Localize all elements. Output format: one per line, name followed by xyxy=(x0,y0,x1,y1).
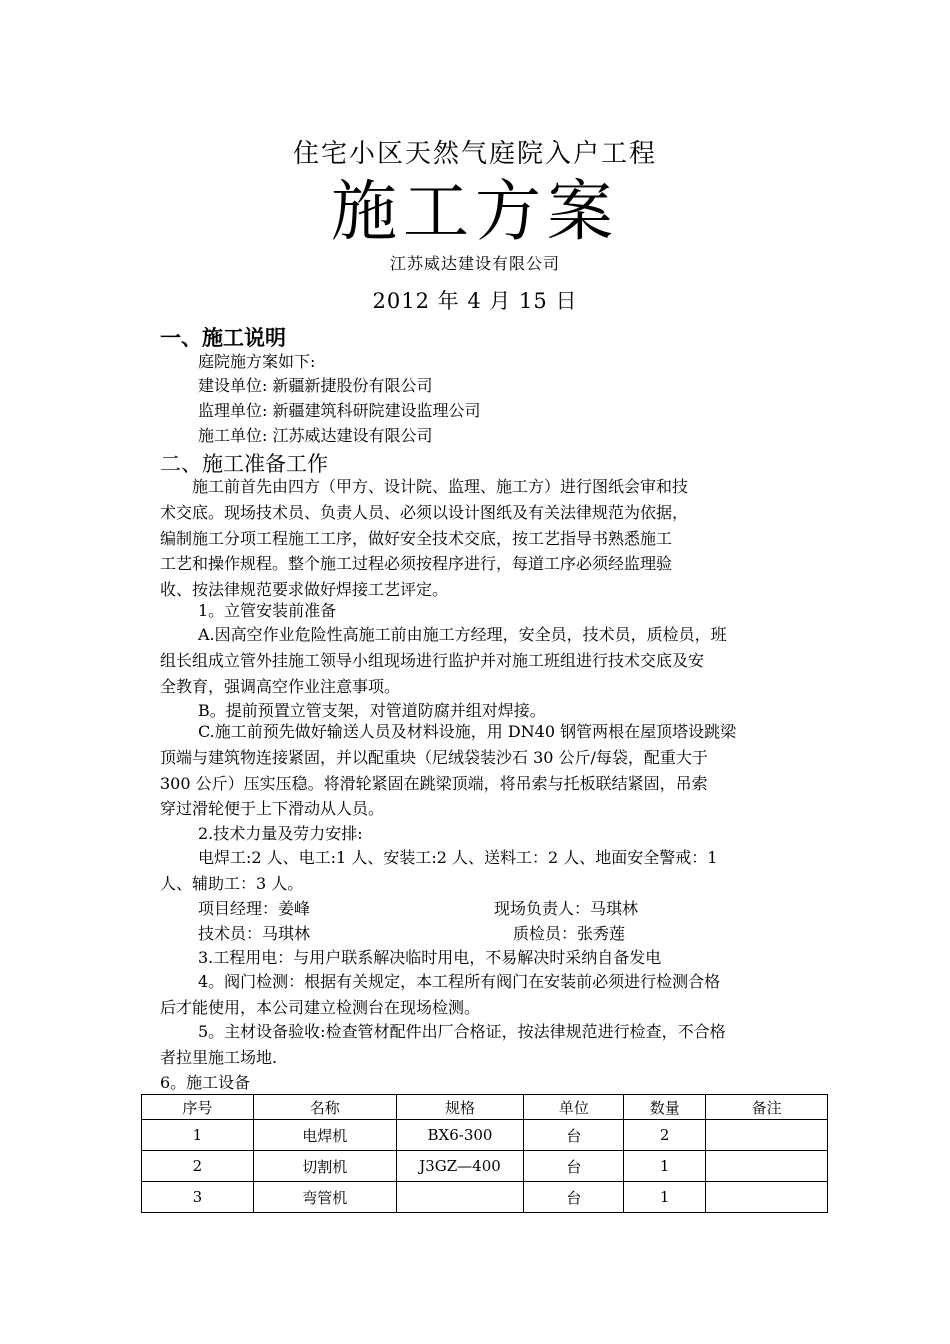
header-cell-spec: 规格 xyxy=(396,1095,524,1120)
item3-electricity: 3.工程用电：与用户联系解决临时用电，不易解决时采纳自备发电 xyxy=(198,948,662,967)
text-line: A.因高空作业危险性高施工前由施工方经理，安全员，技术员，质检员，班 xyxy=(198,625,727,644)
table-row xyxy=(142,1120,828,1151)
item6-title: 6。施工设备 xyxy=(160,1073,251,1092)
text-line: 电焊工:2 人、电工:1 人、安装工:2 人、送料工：2 人、地面安全警戒：1 xyxy=(198,848,718,867)
staff-quality-inspector: 质检员：张秀莲 xyxy=(513,924,626,943)
table-row xyxy=(142,1151,828,1182)
text-line: 施工前首先由四方（甲方、设计院、监理、施工方）进行图纸会审和技 xyxy=(160,477,689,496)
section2-heading: 二、施工准备工作 xyxy=(160,452,328,476)
section1-heading: 一、施工说明 xyxy=(160,326,286,350)
table-cell: 1 xyxy=(624,1151,706,1182)
header-cell-index: 序号 xyxy=(142,1095,254,1120)
text-line: 收、按法律规范要求做好焊接工艺评定。 xyxy=(160,580,449,600)
text-line: 穿过滑轮便于上下滑动从人员。 xyxy=(160,799,385,819)
equipment-table xyxy=(141,1094,828,1213)
table-cell xyxy=(396,1182,524,1213)
table-cell: 1 xyxy=(142,1120,254,1151)
table-row xyxy=(142,1182,828,1213)
table-cell: 台 xyxy=(524,1151,624,1182)
section1-line-contractor: 施工单位: 江苏威达建设有限公司 xyxy=(198,426,433,445)
document-date: 2012 年 4 月 15 日 xyxy=(372,289,578,313)
text-line: 者拉里施工场地. xyxy=(160,1047,278,1067)
header-cell-name: 名称 xyxy=(253,1095,396,1120)
table-header-row xyxy=(142,1095,828,1120)
table-cell: J3GZ—400 xyxy=(396,1151,524,1182)
text-line: 4。阀门检测：根据有关规定，本工程所有阀门在安装前必须进行检测合格 xyxy=(198,972,721,991)
section1-line-supervisor: 监理单位: 新疆建筑科研院建设监理公司 xyxy=(198,401,481,420)
table-cell xyxy=(706,1120,828,1151)
table-cell: 1 xyxy=(624,1182,706,1213)
item1-c-paragraph xyxy=(160,719,825,822)
staff-site-lead: 现场负责人：马琪林 xyxy=(494,899,639,918)
table-cell: 电焊机 xyxy=(253,1120,396,1151)
item1-a-paragraph xyxy=(160,622,825,699)
text-line: 300 公斤）压实压稳。将滑轮紧固在跳梁顶端，将吊索与托板联结紧固，吊索 xyxy=(160,773,708,793)
text-line: 后才能使用，本公司建立检测台在现场检测。 xyxy=(160,997,481,1017)
staff-technician: 技术员：马琪林 xyxy=(198,924,311,943)
header-cell-remarks: 备注 xyxy=(706,1095,828,1120)
text-line: 术交底。现场技术员、负责人员、必须以设计图纸及有关法律规范为依据， xyxy=(160,502,689,522)
item5-paragraph xyxy=(160,1019,825,1071)
text-line: C.施工前预先做好输送人员及材料设施，用 DN40 钢管两根在屋顶塔设跳梁 xyxy=(198,722,737,741)
table-cell xyxy=(706,1151,828,1182)
text-line: 编制施工分项工程施工工序，做好安全技术交底，按工艺指导书熟悉施工 xyxy=(160,528,673,548)
table-cell: 切割机 xyxy=(253,1151,396,1182)
text-line: 5。主材设备验收:检查管材配件出厂合格证，按法律规范进行检查，不合格 xyxy=(198,1022,726,1041)
item2-workers-paragraph xyxy=(160,845,825,897)
section1-line-owner: 建设单位: 新疆新捷股份有限公司 xyxy=(198,376,433,395)
table-cell: 2 xyxy=(624,1120,706,1151)
section2-intro-paragraph xyxy=(160,474,825,603)
item2-title: 2.技术力量及劳力安排: xyxy=(198,824,363,843)
staff-project-manager: 项目经理：姜峰 xyxy=(198,899,311,918)
text-line: 组长组成立管外挂施工领导小组现场进行监护并对施工班组进行技术交底及安 xyxy=(160,650,705,670)
table-cell: 台 xyxy=(524,1182,624,1213)
header-cell-quantity: 数量 xyxy=(624,1095,706,1120)
header-cell-unit: 单位 xyxy=(524,1095,624,1120)
document-main-title: 施工方案 xyxy=(331,173,619,250)
section1-line-intro: 庭院施方案如下: xyxy=(198,352,316,371)
table-cell: BX6-300 xyxy=(396,1120,524,1151)
item4-paragraph xyxy=(160,969,825,1021)
project-title: 住宅小区天然气庭院入户工程 xyxy=(292,139,657,169)
table-cell: 台 xyxy=(524,1120,624,1151)
text-line: 全教育，强调高空作业注意事项。 xyxy=(160,676,401,696)
table-cell xyxy=(706,1182,828,1213)
table-cell: 3 xyxy=(142,1182,254,1213)
table-cell: 2 xyxy=(142,1151,254,1182)
text-line: 人、辅助工：3 人。 xyxy=(160,873,304,893)
text-line: 顶端与建筑物连接紧固，并以配重块（尼绒袋装沙石 30 公斤/每袋，配重大于 xyxy=(160,747,708,767)
table-cell: 弯管机 xyxy=(253,1182,396,1213)
item1-title: 1。立管安装前准备 xyxy=(198,601,337,620)
company-name: 江苏威达建设有限公司 xyxy=(389,254,560,273)
text-line: 工艺和操作规程。整个施工过程必须按程序进行，每道工序必须经监理验 xyxy=(160,554,673,574)
item1-b: B。提前预置立管支架，对管道防腐并组对焊接。 xyxy=(198,701,546,720)
